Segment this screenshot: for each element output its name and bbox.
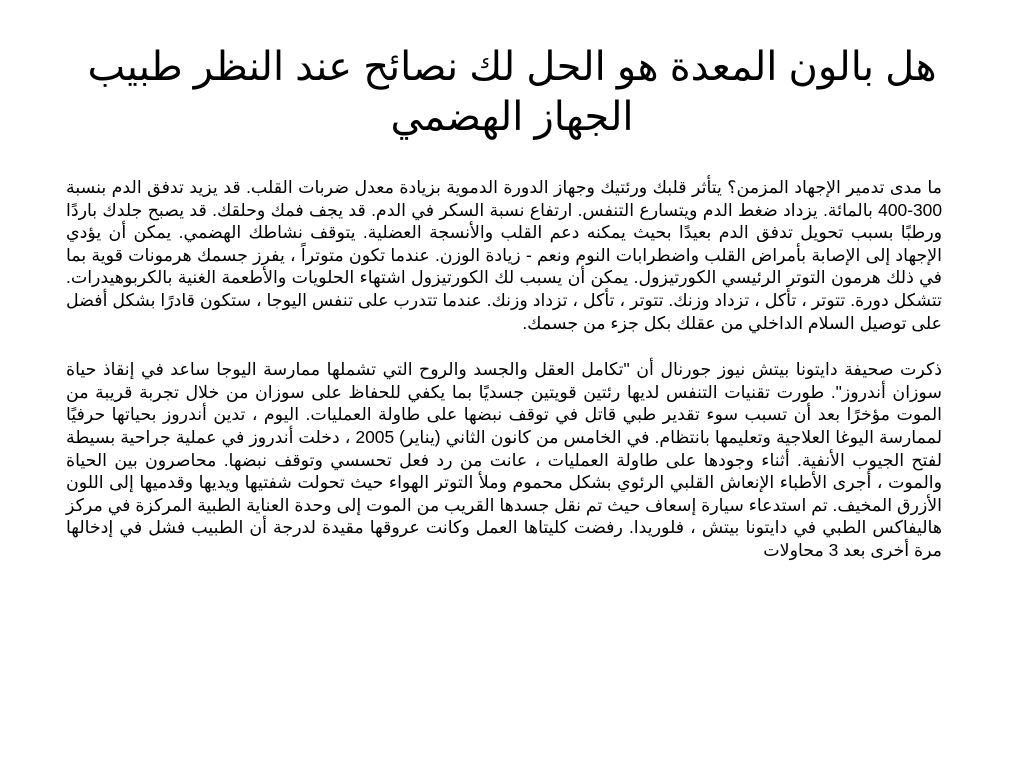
body-paragraph-2: ذكرت صحيفة دايتونا بيتش نيوز جورنال أن "تكامل العقل والجسد والروح التي تشملها ممارسة اليوجا ساعد في إنقاذ حياة سوزان أندروز". طورت تقنيات التنفس لديها رئتين قويتين جسديًا بما يكفي للحفاظ على سوزان من خلال تجربة قريبة من الموت مؤخرًا بعد أن تسبب سوء تقدير طبي قاتل في توقف نبضها على طاولة العمليات. اليوم ، تدين أندروز بحياتها حرفيًا لممارسة اليوغا العلاجية وتعليمها بانتظام. في الخامس من كانون الثاني (يناير) 2005 ، دخلت أندروز في عملية جراحية بسيطة لفتح الجيوب الأنفية. أثناء وجودها على طاولة العمليات ، عانت من رد فعل تحسسي وتوقف نبضها. محاصرون بين الحياة والموت ، أجرى الأطباء الإنعاش القلبي الرئوي بشكل محموم وملأ التوتر الهواء حيث تحولت شفتيها ويديها وقدميها إلى اللون الأزرق المخيف. تم استدعاء سيارة إسعاف حيث تم نقل جسدها القريب من الموت إلى وحدة العناية الطبية المركزة في مركز هاليفاكس الطبي في دايتونا بيتش ، فلوريدا. رفضت كليتاها العمل وكانت عروقها مقيدة لدرجة أن الطبيب فشل في إدخالها مرة أخرى بعد 3 محاولات xyxy=(66,359,942,560)
slide-body xyxy=(66,176,942,562)
slide-title: هل بالون المعدة هو الحل لك نصائح عند النظر طبيب الجهاز الهضمي xyxy=(87,45,937,139)
body-paragraph-1: ما مدى تدمير الإجهاد المزمن؟ يتأثر قلبك ورئتيك وجهاز الدورة الدموية بزيادة معدل ضربات القلب. قد يزيد تدفق الدم بنسبة 300-400 بالمائة. يزداد ضغط الدم ويتسارع التنفس. ارتفاع نسبة السكر في الدم. قد يجف فمك وحلقك. قد يصبح جلدك باردًا ورطبًا بسبب تحويل تدفق الدم بعيدًا بحيث يمكنه دعم القلب والأنسجة العضلية. يتوقف نشاطك الهضمي. يمكن أن يؤدي الإجهاد إلى الإصابة بأمراض القلب واضطرابات النوم ونعم - زيادة الوزن. عندما تكون متوتراً ، يفرز جسمك هرمونات قوية بما في ذلك هرمون التوتر الرئيسي الكورتيزول. يمكن أن يسبب لك الكورتيزول اشتهاء الحلويات والأطعمة الغنية بالكربوهيدرات. تتشكل دورة. تتوتر ، تأكل ، تزداد وزنك. تتوتر ، تأكل ، تزداد وزنك. عندما تتدرب على تنفس اليوجا ، ستكون قادرًا بشكل أفضل على توصيل السلام الداخلي من عقلك بكل جزء من جسمك. xyxy=(66,177,942,333)
